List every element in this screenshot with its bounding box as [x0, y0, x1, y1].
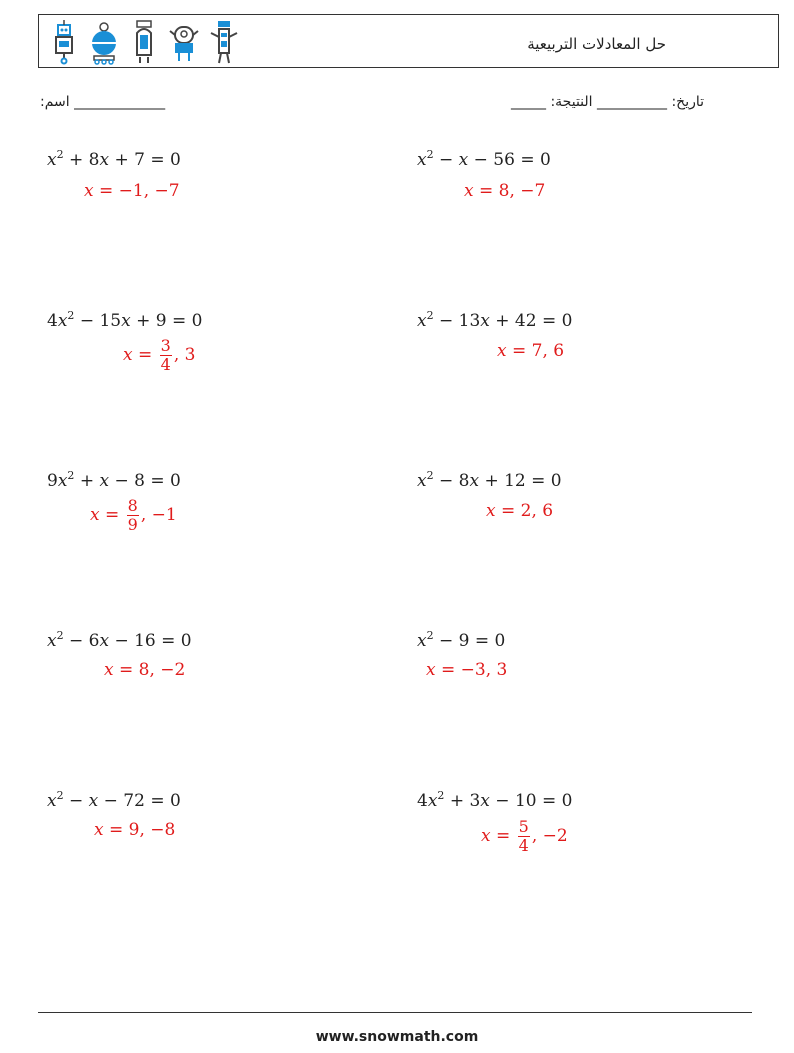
problem-answer: x = −3, 3 [426, 660, 508, 680]
robot-icon [129, 19, 159, 65]
problem-equation: $x^2 - x - 72 = 0$ [47, 789, 181, 811]
problem-equation: $x^2 - 6x - 16 = 0$ [47, 629, 192, 651]
problem-answer: x = 8, −2 [104, 660, 186, 680]
problem-equation: $x^2 - 13x + 42 = 0$ [417, 309, 573, 331]
robot-icon [209, 19, 239, 65]
robot-icons [49, 19, 239, 65]
worksheet-title: حل المعادلات التربيعية [527, 35, 666, 53]
problem-equation: $x^2 - 9 = 0$ [417, 629, 506, 651]
robot-icon [169, 19, 199, 65]
problem-answer: x = −1, −7 [84, 181, 180, 201]
footer-divider [38, 1012, 752, 1013]
robot-icon [89, 19, 119, 65]
footer-url: www.snowmath.com [315, 1029, 479, 1045]
problem-answer: x = $\frac{8}{9}$ , −1 [90, 496, 177, 534]
problem-equation: $x^2 - 8x + 12 = 0$ [417, 469, 562, 491]
problem-answer: x = $\frac{3}{4}$ , 3 [123, 336, 196, 374]
problem-equation: $4x^2 + 3x - 10 = 0$ [417, 789, 573, 811]
problem-answer: x = 8, −7 [464, 181, 546, 201]
date-score-field: _____ :تاريخ: __________ النتيجة [511, 94, 705, 110]
problem-equation: $x^2 - x - 56 = 0$ [417, 148, 551, 170]
worksheet-header [38, 14, 779, 68]
problem-equation: $x^2 + 8x + 7 = 0$ [47, 148, 181, 170]
problem-answer: x = 9, −8 [94, 820, 176, 840]
robot-icon [49, 19, 79, 65]
problem-answer: x = 2, 6 [486, 501, 554, 521]
problem-answer: x = $\frac{5}{4}$ , −2 [481, 817, 568, 855]
name-field: :اسم _____________ [40, 94, 166, 110]
problem-equation: $4x^2 - 15x + 9 = 0$ [47, 309, 203, 331]
problem-answer: x = 7, 6 [497, 341, 565, 361]
problem-equation: $9x^2 + x - 8 = 0$ [47, 469, 181, 491]
